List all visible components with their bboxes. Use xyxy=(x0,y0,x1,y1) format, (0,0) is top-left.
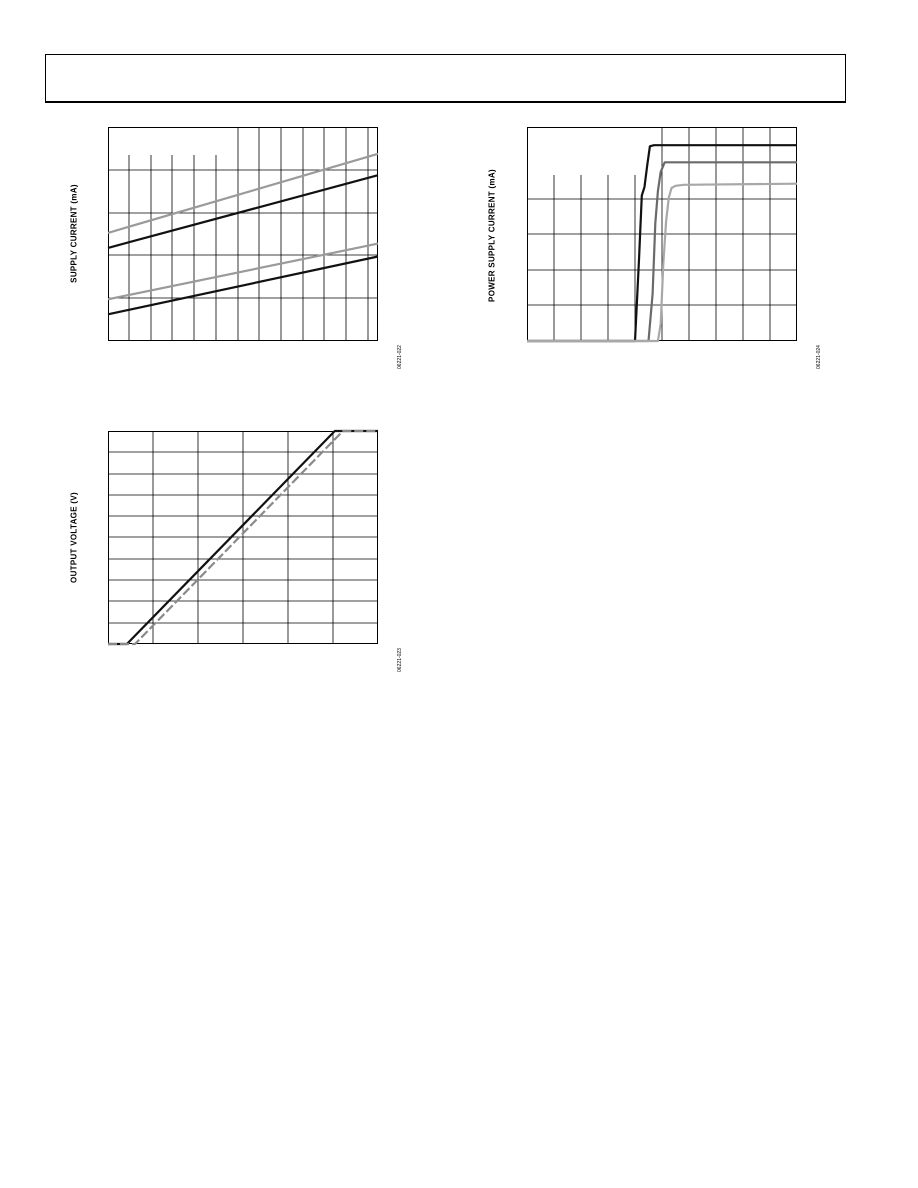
power-supply-current-figure-id: 06221-024 xyxy=(816,345,822,369)
output-voltage-figure-id: 06221-023 xyxy=(397,648,403,672)
power-supply-current-chart xyxy=(527,127,797,341)
page-header-box xyxy=(45,54,846,103)
output-voltage-y-axis-label: OUTPUT VOLTAGE (V) xyxy=(69,492,79,583)
output-voltage-chart xyxy=(108,431,378,644)
supply-current-chart xyxy=(108,127,378,341)
supply-current-y-axis-label: SUPPLY CURRENT (mA) xyxy=(69,184,79,283)
supply-current-figure-id: 06221-022 xyxy=(397,345,403,369)
plot-frame xyxy=(109,128,378,341)
power-supply-current-y-axis-label: POWER SUPPLY CURRENT (mA) xyxy=(487,169,497,302)
